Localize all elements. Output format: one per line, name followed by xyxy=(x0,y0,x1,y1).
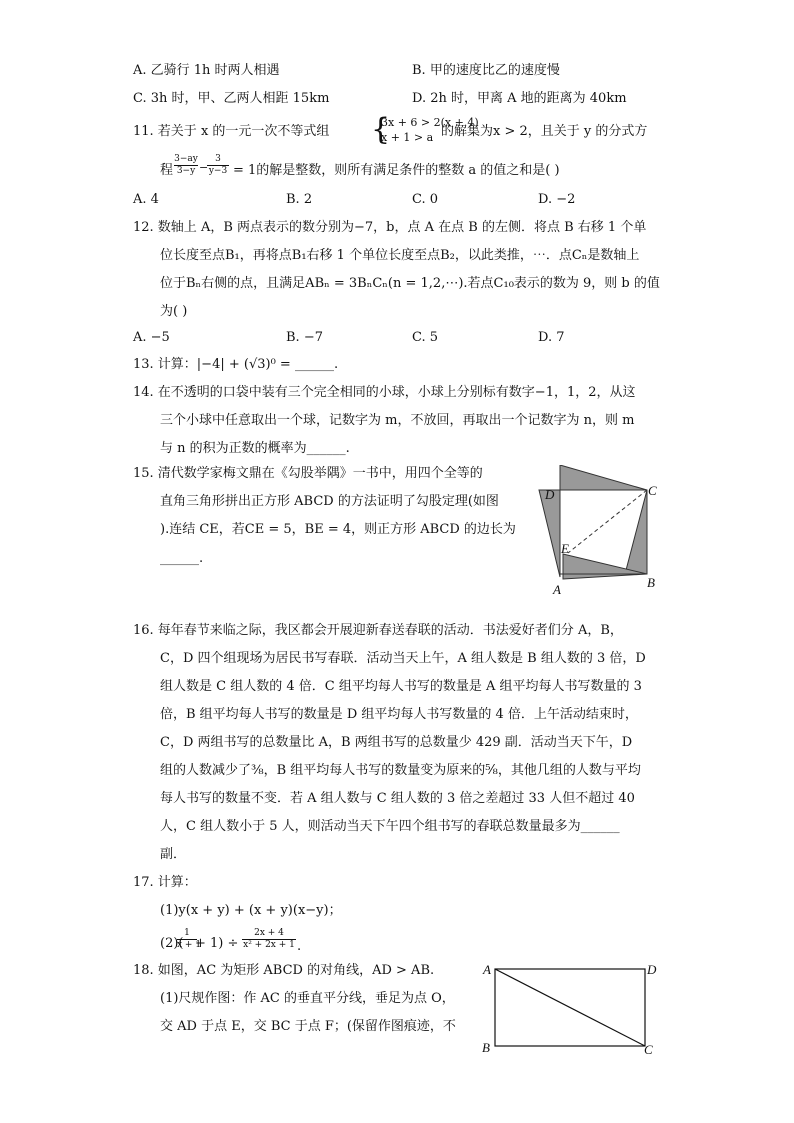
text-line: 14. 在不透明的口袋中装有三个完全相同的小球，小球上分别标有数字−1，1，2，从这 xyxy=(133,385,636,400)
text-line: 12. 数轴上 A，B 两点表示的数分别为−7，b，点 A 在点 B 的左侧．将点 B 右移 1 个单 xyxy=(133,220,647,235)
text-line: 交 AD 于点 E，交 BC 于点 F；(保留作图痕迹，不 xyxy=(160,1019,456,1034)
text-line: 副． xyxy=(160,847,187,862)
text-line: B. −7 xyxy=(286,330,323,345)
q17-fraction-1: 1 x + 1 xyxy=(177,928,202,950)
text-line: 15. 清代数学家梅文鼎在《勾股举隅》一书中，用四个全等的 xyxy=(133,466,483,481)
q17-fraction-2: 2x + 4 x² + 2x + 1 xyxy=(243,928,295,950)
text-line: ______. xyxy=(160,551,204,566)
text-line: 18. 如图，AC 为矩形 ABCD 的对角线，AD > AB. xyxy=(133,963,435,978)
option-line: A. 乙骑行 1h 时两人相遇 xyxy=(133,63,280,78)
label-D: D xyxy=(545,487,555,502)
system-line-2: x + 1 > a xyxy=(381,131,434,144)
text-line: (1)y(x + y) + (x + y)(x−y)； xyxy=(160,903,342,918)
text-line: 17. 计算： xyxy=(133,875,197,890)
figure-18 xyxy=(480,958,670,1058)
label-C: C xyxy=(644,1042,653,1057)
text-line: 位于Bₙ右侧的点，且满足ABₙ = 3BₙCₙ(n = 1,2,⋯).若点C₁₀表示的数为 9，则 b 的值 xyxy=(160,276,660,291)
label-B: B xyxy=(482,1040,490,1055)
text-line: A. −5 xyxy=(133,330,170,345)
label-E: E xyxy=(561,541,569,556)
text-line: 人，C 组人数小于 5 人，则活动当天下午四个组书写的春联总数量最多为______ xyxy=(160,819,620,834)
q11-fraction-2: 3 y−3 xyxy=(208,154,228,176)
triangle-right xyxy=(625,490,647,574)
text-line: 直角三角形拼出正方形 ABCD 的方法证明了勾股定理(如图 xyxy=(160,494,499,509)
label-B: B xyxy=(647,575,655,590)
text-line: 16. 每年春节来临之际，我区都会开展迎新春送春联的活动．书法爱好者们分 A，B， xyxy=(133,623,623,638)
system-line-1: 3x + 6 > 2(x + 4) xyxy=(381,116,479,129)
triangle-left xyxy=(539,490,560,577)
text-line: (1)尺规作图：作 AC 的垂直平分线，垂足为点 O， xyxy=(160,991,455,1006)
text-line: ).连结 CE，若CE = 5，BE = 4，则正方形 ABCD 的边长为 xyxy=(160,522,516,537)
option-line: C. 3h 时，甲、乙两人相距 15km xyxy=(133,91,330,106)
text-line: C，D 四个组现场为居民书写春联．活动当天上午，A 组人数是 B 组人数的 3 倍，D xyxy=(160,651,646,666)
text-line: 程 xyxy=(160,163,174,178)
label-A: A xyxy=(553,582,561,597)
text-line: 倍，B 组平均每人书写的数量是 D 组平均每人书写数量的 4 倍．上午活动结束时， xyxy=(160,707,638,722)
label-A: A xyxy=(483,962,491,977)
text-line: (2)( xyxy=(160,936,184,951)
text-line: 13. 计算：|−4| + (√3)⁰ = ______. xyxy=(133,357,339,372)
text-line: A. 4 xyxy=(133,192,159,207)
text-line: 位长度至点B₁，再将点B₁右移 1 个单位长度至点B₂，以此类推，⋯．点Cₙ是数轴上 xyxy=(160,248,640,263)
text-line: B. 2 xyxy=(286,192,313,207)
text-line: 组人数是 C 组人数的 4 倍．C 组平均每人书写的数量是 A 组平均每人书写数量的 3 xyxy=(160,679,642,694)
text-line: 为( ) xyxy=(160,304,188,319)
text-line: 组的人数减少了⅜，B 组平均每人书写的数量变为原来的⅝，其他几组的人数与平均 xyxy=(160,763,641,778)
text-line: 与 n 的积为正数的概率为______. xyxy=(160,441,350,456)
text-line: 三个小球中任意取出一个球，记数字为 m，不放回，再取出一个记数字为 n，则 m xyxy=(160,413,635,428)
figure-15 xyxy=(535,465,675,600)
label-D: D xyxy=(647,962,657,977)
text-line: 每人书写的数量不变．若 A 组人数与 C 组人数的 3 倍之差超过 33 人但不超过 40 xyxy=(160,791,635,806)
brace: { xyxy=(371,112,391,147)
minus-sign: − xyxy=(199,161,209,174)
triangle-top xyxy=(560,465,647,490)
option-line: D. 2h 时，甲离 A 地的距离为 40km xyxy=(412,91,627,106)
text-line: 11. 若关于 x 的一元一次不等式组 xyxy=(133,124,330,139)
text-line: 的解集为x > 2，且关于 y 的分式方 xyxy=(441,124,648,139)
period: . xyxy=(297,939,302,954)
option-line: B. 甲的速度比乙的速度慢 xyxy=(412,63,560,78)
text-line: C，D 两组书写的总数量比 A，B 两组书写的总数量少 429 副．活动当天下午，D xyxy=(160,735,633,750)
text-line: D. 7 xyxy=(538,330,565,345)
label-C: C xyxy=(648,483,657,498)
diagonal-AC xyxy=(495,969,645,1046)
text-line: D. −2 xyxy=(538,192,576,207)
text-line: C. 5 xyxy=(412,330,439,345)
q11-fraction-1: 3−ay 3−y xyxy=(174,154,198,176)
text-line: + 1) ÷ xyxy=(195,936,239,951)
text-line: = 1的解是整数，则所有满足条件的整数 a 的值之和是( ) xyxy=(233,163,560,178)
text-line: C. 0 xyxy=(412,192,439,207)
